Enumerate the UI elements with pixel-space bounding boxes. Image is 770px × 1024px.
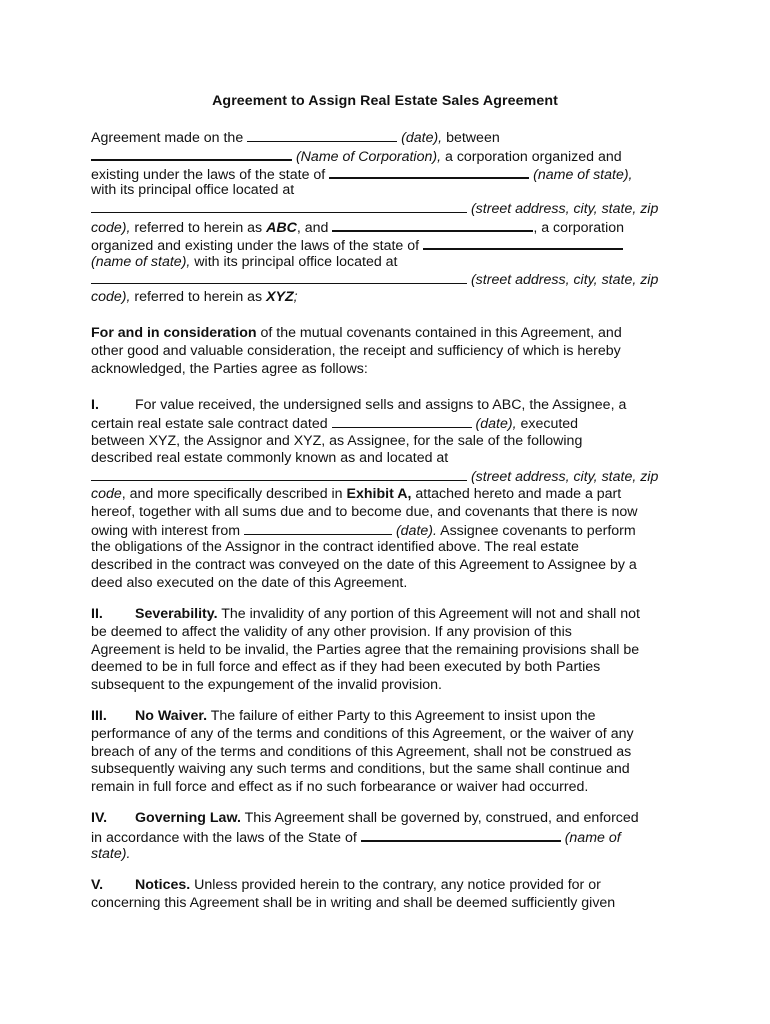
corporation-name-blank[interactable]: [91, 147, 292, 161]
section-text: Assignee covenants to perform: [436, 522, 636, 539]
intro-text: (name of state),: [533, 166, 633, 183]
section-text: between XYZ, the Assignor and XYZ, as Assignee, for the sale of the following: [91, 432, 583, 449]
section-number: II.: [91, 606, 103, 622]
intro-text: code),: [91, 289, 131, 306]
street-address-blank[interactable]: [91, 468, 467, 481]
section-text: owing with interest from: [91, 522, 241, 539]
intro-text: referred to herein as: [130, 289, 267, 306]
intro-text: referred to herein as: [130, 219, 267, 236]
section-text: executed: [516, 415, 579, 432]
section-heading: No Waiver.: [135, 708, 208, 724]
section-text: deemed to be in full force and effect as if they had been executed by both Parties: [91, 659, 601, 676]
consideration-text: of the mutual covenants contained in this Agreement, and: [256, 325, 622, 341]
state-blank[interactable]: [423, 236, 623, 250]
street-address-blank[interactable]: [91, 271, 467, 284]
intro-text: (street address, city, state, zip: [470, 272, 659, 289]
intro-text: Agreement made on the: [91, 130, 244, 146]
intro-text: , a corporation: [533, 219, 625, 236]
section-text: described in the contract was conveyed on the date of this Agreement to Assignee by a: [91, 557, 637, 574]
section-text: performance of any of the terms and conditions of this Agreement, or the waiver of any: [91, 725, 634, 742]
intro-text: (date),: [401, 130, 443, 146]
section-text: described real estate commonly known as and located at: [91, 450, 449, 467]
section-text: the obligations of the Assignor in the contract identified above. The real estate: [91, 539, 579, 556]
section-text: subsequently waiving any such terms and conditions, but the same shall continue and: [91, 761, 630, 778]
section-5: [91, 877, 691, 913]
intro-text: between: [442, 130, 500, 146]
state-blank[interactable]: [329, 165, 529, 179]
intro-text: organized and existing under the laws of the state of: [91, 237, 420, 254]
section-text: Unless provided herein to the contrary, any notice provided for or: [190, 877, 601, 893]
section-2: [91, 606, 691, 695]
section-text: concerning this Agreement shall be in writing and shall be deemed sufficiently given: [91, 894, 616, 911]
intro-text: a corporation organized and: [441, 148, 622, 165]
intro-text: (name of state),: [91, 253, 191, 270]
party-xyz: XYZ: [266, 289, 294, 306]
intro-text: code),: [91, 219, 131, 236]
date-blank[interactable]: [244, 522, 392, 535]
intro-text: with its principal office located at: [91, 182, 295, 199]
section-text: subsequent to the expungement of the invalid provision.: [91, 677, 442, 694]
section-number: III.: [91, 708, 107, 724]
intro-text: with its principal office located at: [190, 253, 398, 270]
section-text: in accordance with the laws of the State of: [91, 829, 357, 846]
section-text: The failure of either Party to this Agreement to insist upon the: [207, 708, 596, 724]
intro-text: , and: [296, 219, 329, 236]
party-abc: ABC: [266, 219, 297, 236]
date-blank[interactable]: [332, 415, 472, 428]
section-text: For value received, the undersigned sells and assigns to ABC, the Assignee, a: [135, 397, 627, 413]
consideration-heading: For and in consideration: [91, 325, 257, 341]
intro-text: (Name of Corporation),: [295, 148, 442, 165]
section-number: I.: [91, 397, 99, 413]
section-text: Agreement is held to be invalid, the Parties agree that the remaining provisions shall be: [91, 641, 640, 658]
consideration-text: acknowledged, the Parties agree as follows:: [91, 360, 368, 377]
section-text: (street address, city, state, zip: [470, 469, 659, 486]
section-text: deed also executed on the date of this Agreement.: [91, 574, 408, 591]
corporation-name-blank[interactable]: [332, 218, 533, 232]
section-text: be deemed to affect the validity of any other provision. If any provision of this: [91, 623, 572, 640]
section-text: attached hereto and made a part: [411, 485, 622, 502]
section-number: IV.: [91, 810, 108, 826]
intro-text: ;: [293, 289, 298, 306]
section-4: [91, 810, 691, 863]
section-text: This Agreement shall be governed by, construed, and enforced: [240, 810, 639, 826]
section-text: , and more specifically described in: [121, 485, 347, 502]
section-number: V.: [91, 877, 104, 893]
section-text: remain in full force and effect as if no such forbearance or waiver had occurred.: [91, 779, 589, 796]
section-3: [91, 708, 691, 797]
section-heading: Severability.: [135, 606, 218, 622]
section-text: hereof, together with all sums due and to become due, and covenants that there is now: [91, 503, 638, 520]
consideration-paragraph: [91, 325, 691, 378]
section-heading: Notices.: [135, 877, 191, 893]
section-text: breach of any of the terms and conditions of this Agreement, shall not be construed as: [91, 743, 632, 760]
intro-text: (street address, city, state, zip: [470, 201, 659, 218]
exhibit-a-reference: Exhibit A,: [346, 485, 412, 502]
intro-text: existing under the laws of the state of: [91, 166, 326, 183]
section-text: The invalidity of any portion of this Agreement will not and shall not: [217, 606, 640, 622]
date-blank[interactable]: [247, 129, 397, 142]
section-text: (date).: [395, 522, 437, 539]
section-text: (date),: [475, 415, 517, 432]
section-text: state).: [91, 845, 131, 862]
section-text: (name of: [564, 829, 621, 846]
intro-paragraph: [91, 129, 691, 307]
section-text: certain real estate sale contract dated: [91, 415, 328, 432]
section-heading: Governing Law.: [135, 810, 241, 826]
section-text: code: [91, 485, 122, 502]
state-blank[interactable]: [361, 828, 561, 842]
section-1: [91, 397, 691, 593]
street-address-blank[interactable]: [91, 200, 467, 213]
document-title: Agreement to Assign Real Estate Sales Agreement: [212, 93, 558, 109]
consideration-text: other good and valuable consideration, the receipt and sufficiency of which is hereby: [91, 342, 621, 359]
